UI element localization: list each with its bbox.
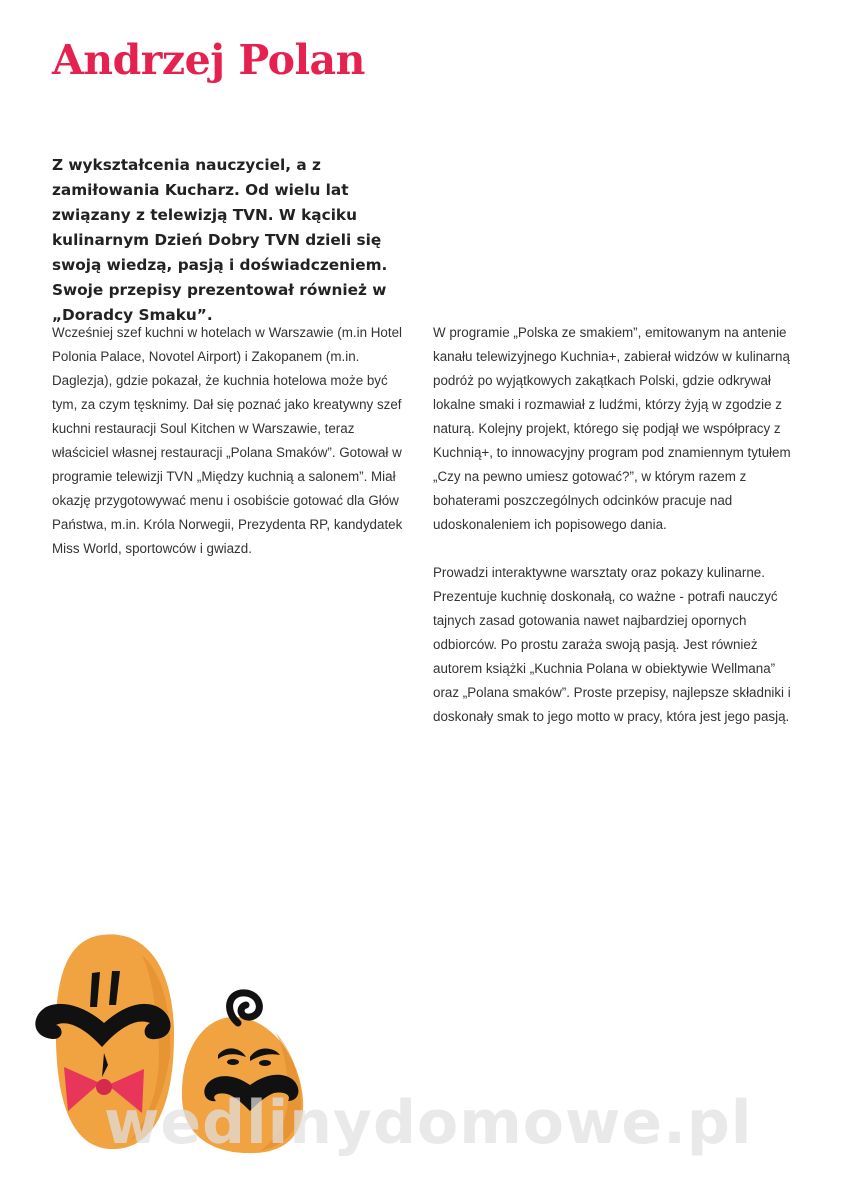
right-column <box>433 321 793 729</box>
watermark: wedlinydomowe.pl <box>104 1088 753 1158</box>
left-column <box>52 321 412 561</box>
page-title: Andrzej Polan <box>52 36 365 84</box>
right-column-paragraph-2: Prowadzi interaktywne warsztaty oraz pokazy kulinarne. Prezentuje kuchnię doskonałą, co ważne - potrafi nauczyć tajnych zasad gotowania nawet najbardziej opornych odbiorców. Po prostu zaraża swoją pasją. Jest również autorem książki „Kuchnia Polana w obiektywie Wellmana” oraz „Polana smaków”. Proste przepisy, najlepsze składniki i doskonały smak to jego motto w pracy, która jest jego pasją. <box>433 565 791 724</box>
intro-paragraph: Z wykształcenia nauczyciel, a z zamiłowania Kucharz. Od wielu lat związany z telewizją TVN. W kąciku kulinarnym Dzień Dobry TVN dzieli się swoją wiedzą, pasją i doświadczeniem. Swoje przepisy prezentował również w „Doradcy Smaku”. <box>52 156 388 324</box>
left-column-paragraph: Wcześniej szef kuchni w hotelach w Warszawie (m.in Hotel Polonia Palace, Novotel Airport) i Zakopanem (m.in. Daglezja), gdzie pokazał, że kuchnia hotelowa może być tym, za czym tęsknimy. Dał się poznać jako kreatywny szef kuchni restauracji Soul Kitchen w Warszawie, teraz właściciel własnej restauracji „Polana Smaków”. Gotował w programie telewizji TVN „Między kuchnią a salonem”. Miał okazję przygotowywać menu i osobiście gotować dla Głów Państwa, m.in. Króla Norwegii, Prezydenta RP, kandydatek Miss World, sportowców i gwiazd. <box>52 325 403 556</box>
right-column-paragraph-1: W programie „Polska ze smakiem”, emitowanym na antenie kanału telewizyjnego Kuchnia+, zabierał widzów w kulinarną podróż po wyjątkowych zakątkach Polski, gdzie odkrywał lokalne smaki i rozmawiał z ludźmi, którzy żyją w zgodzie z naturą. Kolejny projekt, którego się podjął we współpracy z Kuchnią+, to innowacyjny program pod znamiennym tytułem „Czy na pewno umiesz gotować?”, w którym razem z bohaterami poszczególnych odcinków pracuje nad udoskonaleniem ich popisowego dania. <box>433 325 791 532</box>
